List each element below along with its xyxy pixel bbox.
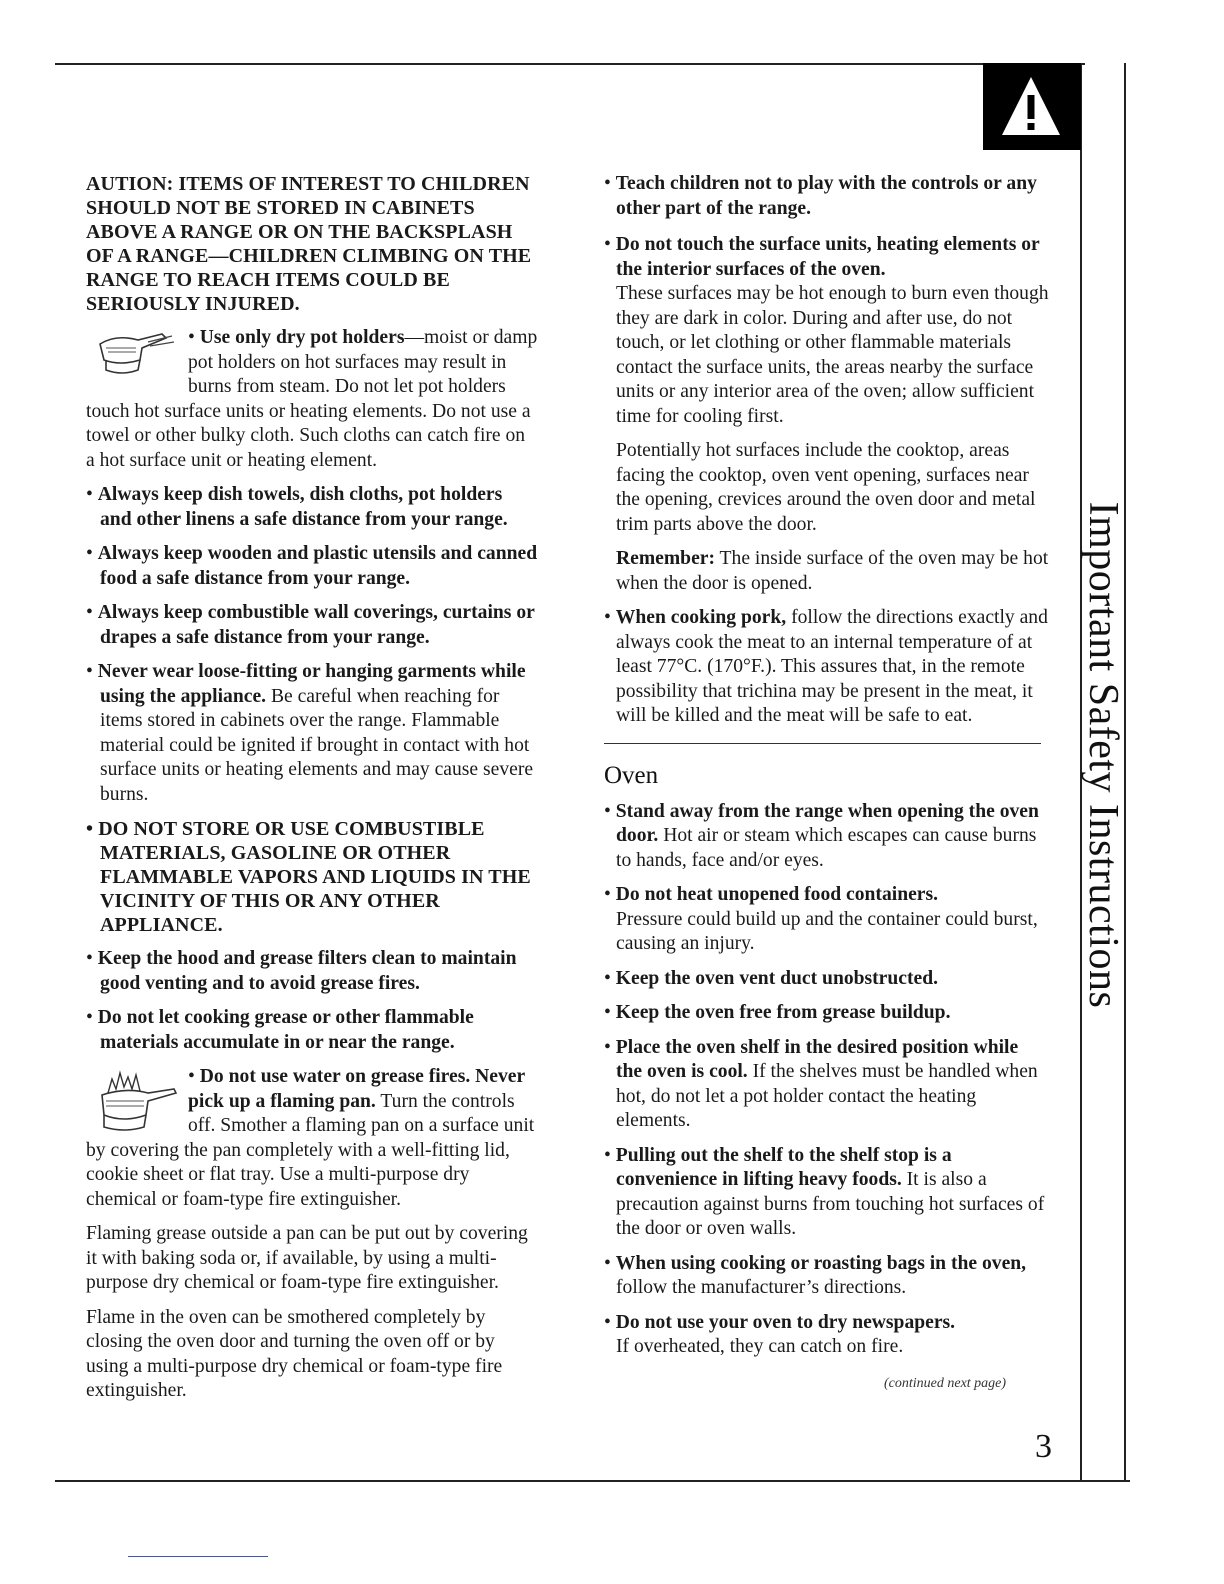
grease-fire-text: • Do not use water on grease fires. Never pick up a flaming pan. Turn the controls off. Smother a flaming pan on a surface unit by covering the pan completely with a well-fitting lid, cookie sheet or flat tray. Use a multi-purpose dry chemical or foam-type fire extinguisher. xyxy=(86,1066,535,1210)
grease-fire-item xyxy=(86,1065,538,1212)
wall-coverings-item: • Always keep combustible wall coverings, curtains or drapes a safe distance from your range. xyxy=(86,602,535,648)
flaming-pan-icon xyxy=(86,1065,184,1137)
pot-holder-icon xyxy=(86,326,182,386)
top-rule xyxy=(55,63,1085,65)
hood-item: • Keep the hood and grease filters clean to maintain good venting and to avoid grease fires. xyxy=(86,948,517,994)
continued-note: (continued next page) xyxy=(884,1376,1007,1391)
flame-in-oven: Flame in the oven can be smothered completely by closing the oven door and turning the oven off or by using a multi-purpose dry chemical or foam-type fire extinguisher. xyxy=(86,1306,503,1401)
warning-block xyxy=(983,63,1081,150)
touch-surfaces-item: • Do not touch the surface units, heating elements or the interior surfaces of the oven. These surfaces may be hot enough to burn even though they are dark in color. During and after use, do not touch, or let clothing or other flammable materials contact the surface units, the areas nearby the surface units or any interior area of the oven; allow sufficient time for cooling first. xyxy=(604,233,1049,429)
pork-item: • When cooking pork, follow the directions exactly and always cook the meat to an internal temperature of at least 77°C. (170°F.). This assures that, in the remote possibility that trichina may be present in the meat, it will be killed and the meat will be safe to eat. xyxy=(604,607,1048,726)
newspapers-item: • Do not use your oven to dry newspapers. If overheated, they can catch on fire. xyxy=(604,1311,956,1357)
potentially-hot-surfaces: Potentially hot surfaces include the cooktop, areas facing the cooktop, oven vent opening, surfaces near the opening, crevices around the oven door and metal trim parts above the door. xyxy=(616,440,1036,535)
unopened-containers-item: • Do not heat unopened food containers. Pressure could build up and the container could burst, causing an injury. xyxy=(604,884,1038,954)
utensils-item: • Always keep wooden and plastic utensils and canned food a safe distance from your range. xyxy=(86,543,538,589)
potholders-text: • Use only dry pot holders—moist or damp pot holders on hot surfaces may result in burns from steam. Do not let pot holders touch hot surface units or heating elements. Do not use a towel or other bulky cloth. Such cloths can catch fire on a hot surface unit or heating element. xyxy=(86,327,538,471)
do-not-store-item: • DO NOT STORE OR USE COMBUSTIBLE MATERIALS, GASOLINE OR OTHER FLAMMABLE VAPORS AND LIQUIDS IN THE VICINITY OF THIS OR ANY OTHER APPLIANCE. xyxy=(86,818,531,936)
remember-note: Remember: The inside surface of the oven may be hot when the door is opened. xyxy=(616,548,1049,594)
touch-surfaces-heading: Do not touch the surface units, heating elements or the interior surfaces of the oven. xyxy=(615,234,1040,280)
grease-accumulate-item: • Do not let cooking grease or other flammable materials accumulate in or near the range. xyxy=(86,1007,474,1053)
towels-item: • Always keep dish towels, dish cloths, pot holders and other linens a safe distance from your range. xyxy=(86,484,508,530)
oven-heading: Oven xyxy=(604,761,659,789)
grease-buildup-item: • Keep the oven free from grease buildup. xyxy=(604,1002,951,1023)
page-number: 3 xyxy=(1035,1428,1052,1465)
left-column xyxy=(86,172,538,1404)
warning-triangle-icon xyxy=(999,73,1063,139)
sidebar-title xyxy=(1080,501,1126,1009)
touch-surfaces-text: These surfaces may be hot enough to burn even though they are dark in color. During and after use, do not touch, or let clothing or other flammable materials contact the surface units, the areas nearby the surface units or any interior area of the oven; allow sufficient time for cooling first. xyxy=(616,283,1049,427)
flaming-grease-outside: Flaming grease outside a pan can be put out by covering it with baking soda or, if available, by using a multi-purpose dry chemical or foam-type fire extinguisher. xyxy=(86,1223,528,1293)
stand-away-item: • Stand away from the range when opening the oven door. Hot air or steam which escapes can cause burns to hands, face and/or eyes. xyxy=(604,800,1039,871)
bottom-rule xyxy=(55,1480,1130,1482)
shelf-stop-item: • Pulling out the shelf to the shelf stop is a convenience in lifting heavy foods. It is also a precaution against burns from touching hot surfaces of the door or oven walls. xyxy=(604,1144,1045,1239)
roasting-bags-item: • When using cooking or roasting bags in the oven, follow the manufacturer’s directions. xyxy=(604,1252,1027,1298)
blue-rule xyxy=(128,1556,268,1557)
right-column xyxy=(604,172,1049,1360)
teach-children-item: • Teach children not to play with the controls or any other part of the range. xyxy=(604,173,1037,219)
sidebar-title-text: Important Safety Instructions xyxy=(1080,501,1126,1009)
section-divider xyxy=(604,743,1041,744)
garments-item: • Never wear loose-fitting or hanging garments while using the appliance. Be careful when reaching for items stored in cabinets over the range. Flammable material could be ignited if brought in contact with hot surface units or heating elements and may cause severe burns. xyxy=(86,661,534,805)
potholders-item xyxy=(86,326,538,473)
caution-children: AUTION: ITEMS OF INTEREST TO CHILDREN SHOULD NOT BE STORED IN CABINETS ABOVE A RANGE OR ON THE BACKSPLASH OF A RANGE—CHILDREN CLIMBING ON THE RANGE TO REACH ITEMS COULD BE SERIOUSLY INJURED. xyxy=(86,173,532,315)
vent-duct-item: • Keep the oven vent duct unobstructed. xyxy=(604,967,938,989)
shelf-position-item: • Place the oven shelf in the desired position while the oven is cool. If the shelves must be handled when hot, do not let a pot holder contact the heating elements. xyxy=(604,1036,1038,1131)
